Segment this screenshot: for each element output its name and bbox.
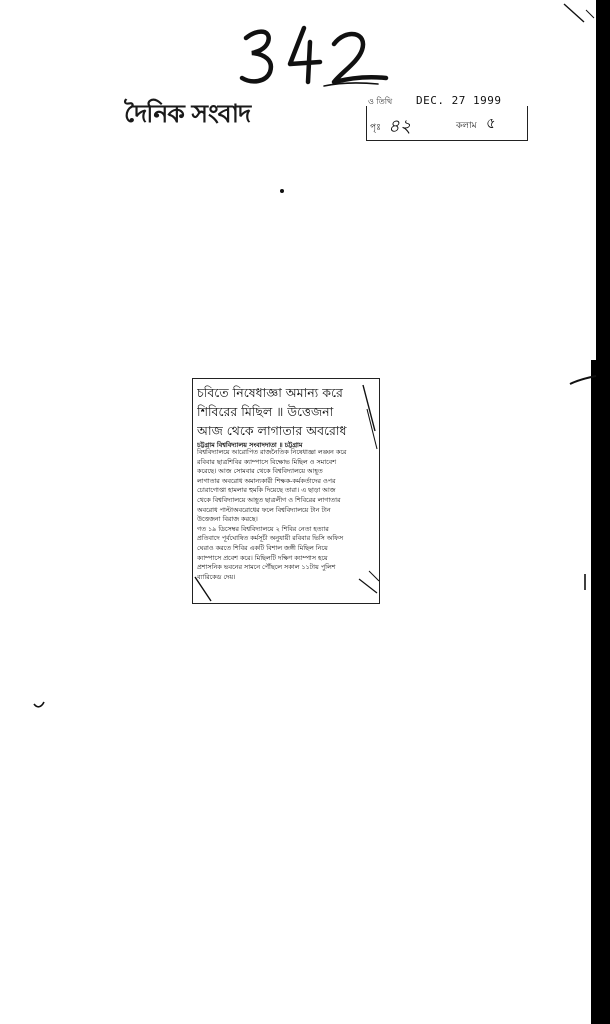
body-line: ব্যারিকেড দেয়।: [197, 572, 236, 581]
body-line: বিশ্ববিদ্যালয়ে আরোপিত রাজনৈতিক নিষেধাজ্ঞা লঙ্ঘন করে: [197, 448, 347, 456]
stamp-column-value: ৫: [486, 114, 496, 132]
body-line: চোরাগোপ্তা হামলার হুমকি দিয়েছে তারা। এ ছাড়া আজ: [197, 486, 336, 495]
stamp-column-label: কলাম: [456, 121, 477, 131]
article-dateline: চট্টগ্রাম বিশ্ববিদ্যালয় সংবাদদাতা ॥ চট্টগ্রাম: [197, 441, 303, 449]
scan-edge-mark: [568, 372, 598, 388]
body-line: লাগাতার অবরোধ অমান্যকারী শিক্ষক-কর্মকর্তাদের ওপর: [197, 476, 336, 485]
stamp-page-label: পৃঃ: [370, 123, 381, 133]
stamp-page-value: ৪২: [388, 116, 412, 137]
body-line: প্রশাসনিক ভবনের সামনে পৌঁছলে সকাল ১১টায় পুলিশ: [197, 563, 336, 572]
body-line: প্রতিবাদে পূর্বঘোষিত কর্মসূচী অনুযায়ী রবিবার ভিসি অফিস: [197, 534, 344, 543]
scan-edge-right: [596, 0, 610, 1024]
newspaper-name: দৈনিক সংবাদ: [124, 99, 251, 128]
body-line: রবিবার ছাত্রশিবির ক্যাম্পাসে বিক্ষোভ মিছিল ও সমাবেশ: [197, 457, 336, 466]
clipping-scissor-marks: [193, 379, 379, 603]
body-line: থেকে বিশ্ববিদ্যালয়ে আহূত ছাত্রলীগ ও শিবিরের লাগাতার: [197, 495, 341, 504]
scan-tick-mark: [580, 572, 590, 592]
handwritten-page-number: [238, 20, 398, 100]
scan-dot: [279, 188, 285, 194]
stamp-date: DEC. 27 1999: [416, 94, 502, 107]
clipping-stamp: [364, 92, 528, 142]
body-line: উত্তেজনা বিরাজ করছে।: [197, 515, 258, 524]
body-line: ঘেরাও করতে শিবির একটি বিশাল জঙ্গী মিছিল নিয়ে: [197, 543, 328, 552]
news-clipping: [192, 378, 380, 604]
body-line: ক্যাম্পাসে প্রবেশ করে। মিছিলটি দক্ষিণ ক্যাম্পাস হয়ে: [197, 553, 328, 562]
body-line: অবরোধ পাল্টাঅবরোধের ফলে বিশ্ববিদ্যালয়ে টান টান: [197, 505, 331, 514]
scan-corner-mark: [560, 0, 600, 30]
scan-edge-shadow: [591, 360, 596, 1024]
headline-line: আজ থেকে লাগাতার অবরোধ: [197, 423, 347, 438]
stamp-date-label: ও তিথি: [368, 97, 393, 106]
headline-line: শিবিরের মিছিল ॥ উত্তেজনা: [197, 404, 334, 419]
scan-speck: [32, 698, 46, 710]
headline-line: চবিতে নিষেধাজ্ঞা অমান্য করে: [197, 385, 343, 400]
body-line: গত ১৯ ডিসেম্বর বিশ্ববিদ্যালয়ে ২ শিবির নেতা হত্যার: [197, 524, 329, 533]
body-line: করেছে। আজ সোমবার থেকে বিশ্ববিদ্যালয়ে আহূত: [197, 467, 323, 476]
